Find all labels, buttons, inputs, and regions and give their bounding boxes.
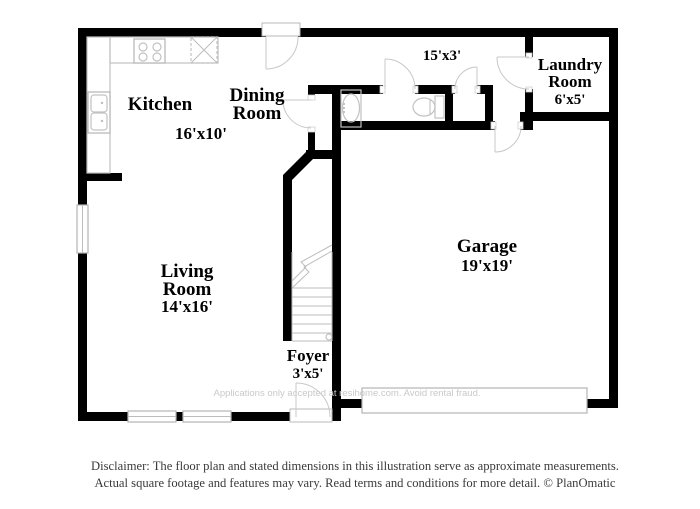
kitchen-dims: 16'x10' [175,124,227,143]
stove-icon [134,39,165,63]
toilet-icon [413,96,444,118]
living-label-line2: Room [162,279,212,300]
living-room-window-bottom-1 [128,411,176,422]
hallway-dims: 15'x3' [422,48,462,64]
laundry-door [497,53,532,92]
foyer-label: Foyer [286,346,330,365]
laundry-label-line1: Laundry [537,55,603,74]
laundry-label-line2: Room [548,72,592,91]
staircase [292,245,332,341]
disclaimer [91,459,619,490]
foyer-dims: 3'x5' [292,366,324,382]
garage-label: Garage [456,236,518,257]
dining-label-line1: Dining [229,85,285,106]
hall-closet-door [452,67,480,93]
kitchen-label: Kitchen [127,94,193,115]
garage-entry-door [491,122,523,152]
dining-label-line2: Room [232,103,282,124]
wall-cabinet-icon [191,37,217,63]
disclaimer-line-1: Disclaimer: The floor plan and stated dimensions in this illustration serve as approximate measurements. [91,459,619,473]
living-room-window-left [77,205,88,253]
garage-dims: 19'x19' [461,256,513,275]
back-door [262,23,300,69]
disclaimer-line-2: Actual square footage and features may vary. Read terms and conditions for more detail. © PlanOmatic [94,476,616,490]
pantry-door [283,95,315,132]
stair-break-line [292,251,332,288]
laundry-dims: 6'x5' [554,92,586,108]
stair-newel [326,334,332,340]
watermark-text: Applications only accepted at resihome.com. Avoid rental fraud. [213,388,481,399]
bathroom-door [380,59,418,93]
living-label-line1: Living [160,261,214,282]
living-room-window-bottom-2 [183,411,231,422]
living-dims: 14'x16' [161,297,213,316]
kitchen-sink-icon [88,92,110,133]
